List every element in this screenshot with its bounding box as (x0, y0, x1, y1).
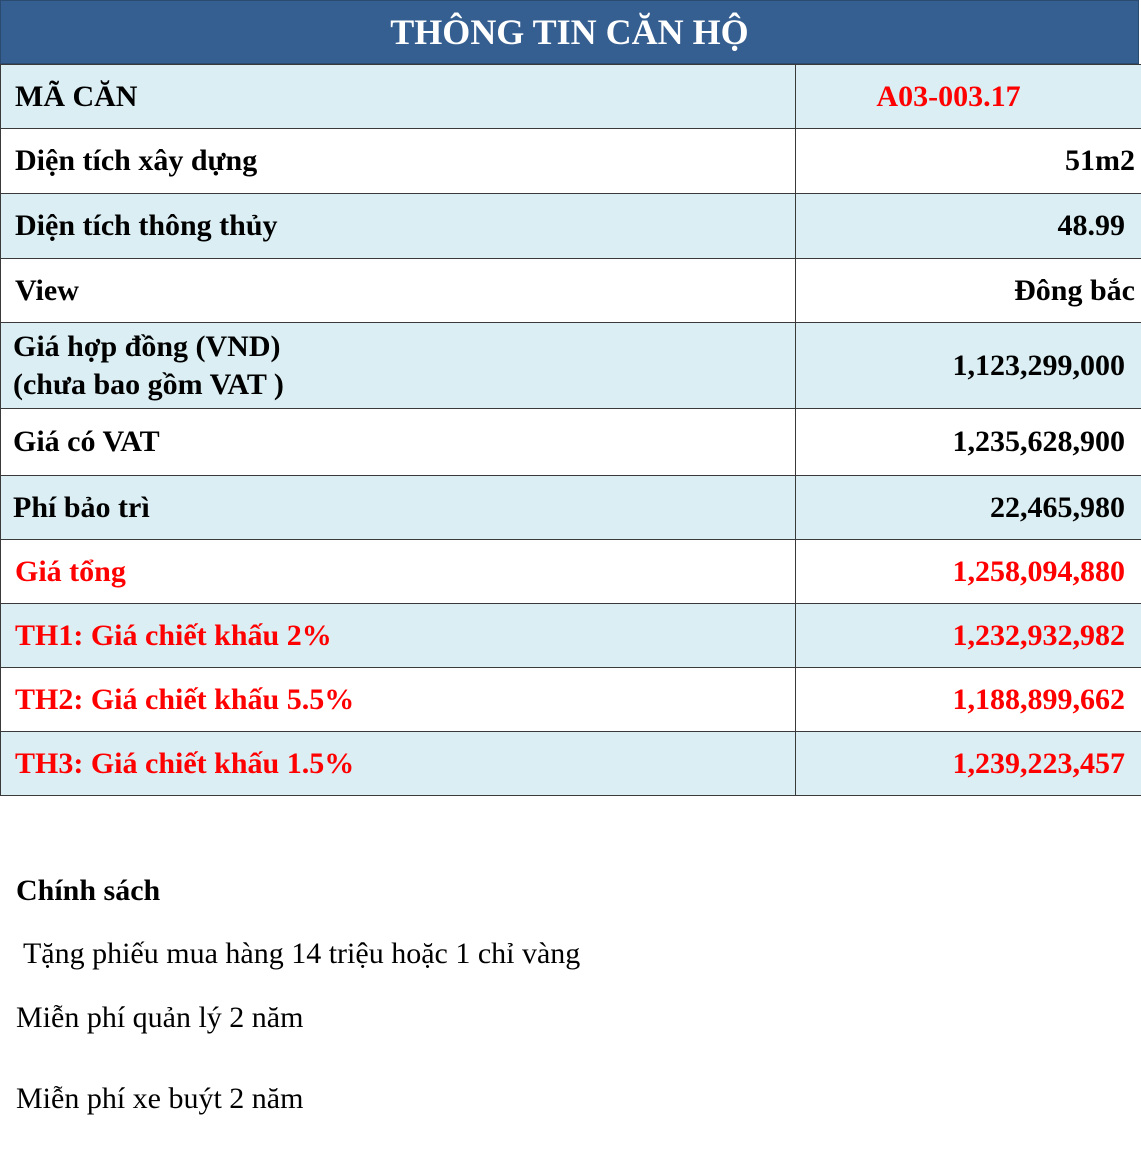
policy-title: Chính sách (16, 874, 161, 907)
row-label-unit-code: MÃ CĂN (1, 65, 796, 129)
table-row (1, 323, 1141, 409)
row-label-total-price: Giá tổng (1, 540, 796, 604)
row-label-built-area: Diện tích xây dựng (1, 129, 796, 194)
table-row (1, 129, 1141, 194)
row-label-discount-1: TH1: Giá chiết khấu 2% (1, 604, 796, 668)
policy-item-management-fee: Miễn phí quản lý 2 năm (16, 1001, 304, 1034)
row-label-price-vat: Giá có VAT (1, 409, 796, 476)
table-row (1, 604, 1141, 668)
row-label-net-area: Diện tích thông thủy (1, 194, 796, 259)
table-row (1, 668, 1141, 732)
row-label-discount-3: TH3: Giá chiết khấu 1.5% (1, 732, 796, 796)
table-row (1, 476, 1141, 540)
row-value-total-price: 1,258,094,880 (796, 540, 1141, 604)
row-value-discount-1: 1,232,932,982 (796, 604, 1141, 668)
policy-item-voucher: Tặng phiếu mua hàng 14 triệu hoặc 1 chỉ vàng (16, 937, 581, 970)
row-label-view: View (1, 259, 796, 323)
policy-item-bus: Miễn phí xe buýt 2 năm (16, 1082, 304, 1115)
row-value-discount-2: 1,188,899,662 (796, 668, 1141, 732)
row-value-contract-price: 1,123,299,000 (796, 323, 1141, 409)
row-label-contract-price (1, 323, 796, 409)
row-value-discount-3: 1,239,223,457 (796, 732, 1141, 796)
row-label-discount-2: TH2: Giá chiết khấu 5.5% (1, 668, 796, 732)
row-value-built-area: 51m2 (796, 129, 1141, 194)
row-value-unit-code: A03-003.17 (796, 65, 1141, 129)
table-title: THÔNG TIN CĂN HỘ (0, 0, 1139, 64)
table-row (1, 732, 1141, 796)
contract-price-line-2: (chưa bao gồm VAT ) (13, 367, 284, 401)
table-row (1, 540, 1141, 604)
row-label-maintenance-fee: Phí bảo trì (1, 476, 796, 540)
table-row (1, 409, 1141, 476)
row-value-maintenance-fee: 22,465,980 (796, 476, 1141, 540)
row-value-net-area: 48.99 (796, 194, 1141, 259)
contract-price-line-1: Giá hợp đồng (VND) (13, 329, 281, 363)
row-value-price-vat: 1,235,628,900 (796, 409, 1141, 476)
table-row (1, 259, 1141, 323)
table-row (1, 194, 1141, 259)
table-row (1, 65, 1141, 129)
row-value-view: Đông bắc (796, 259, 1141, 323)
apartment-info-table (0, 64, 1141, 796)
